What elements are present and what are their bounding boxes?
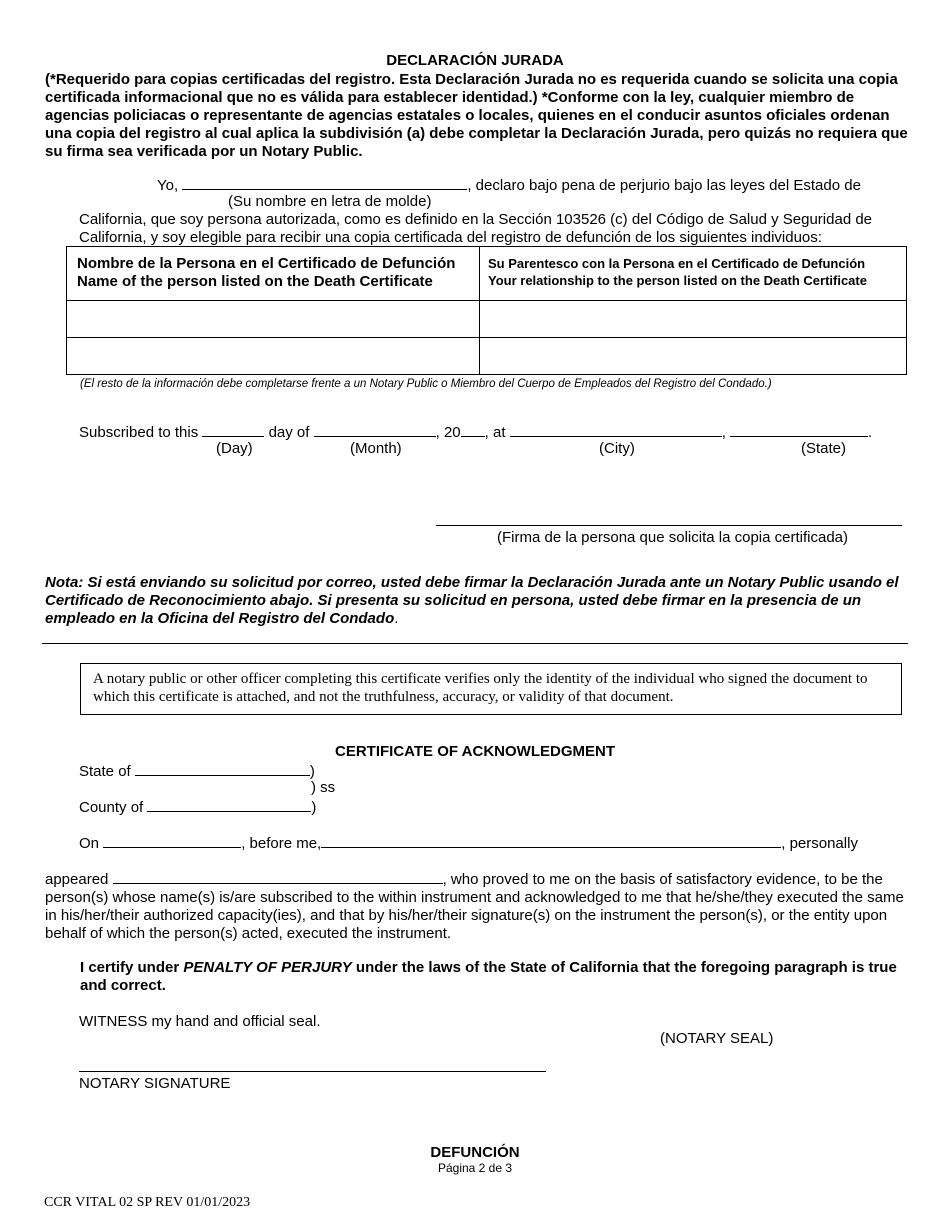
county-of-label: County of <box>79 799 144 816</box>
date-field[interactable] <box>103 833 241 848</box>
column-header-relationship-en: Your relationship to the person listed on the Death Certificate <box>488 273 867 288</box>
decedent-table <box>66 246 907 375</box>
relationship-cell-1[interactable] <box>480 301 907 338</box>
certify-post: under the laws of the State of California that the foregoing paragraph is true and correct. <box>80 959 897 994</box>
witness-text: WITNESS my hand and official seal. <box>79 1013 321 1030</box>
state-caption: (State) <box>801 440 847 457</box>
county-of-field[interactable] <box>147 797 311 812</box>
declaration-text-line1: California, que soy persona autorizada, como es definido en la Sección 103526 (c) del Código de Salud y Seguridad de <box>79 211 873 228</box>
on-line <box>79 833 858 853</box>
form-id: CCR VITAL 02 SP REV 01/01/2023 <box>44 1195 251 1210</box>
name-caption: (Su nombre en letra de molde) <box>228 193 432 210</box>
page-number: Página 2 de 3 <box>437 1161 513 1175</box>
certificate-title: CERTIFICATE OF ACKNOWLEDGMENT <box>335 743 615 760</box>
column-header-name <box>67 247 480 301</box>
acknowledgment-paragraph <box>45 869 910 943</box>
ss-text: ) ss <box>311 779 336 796</box>
column-header-relationship <box>480 247 907 301</box>
period-text: . <box>868 424 873 441</box>
on-label: On <box>79 835 100 852</box>
mail-note-text: Nota: Si está enviando su solicitud por correo, usted debe firmar la Declaración Jurada ante un Notary Public usando el Certificado de Reconocimiento abajo. Si presenta su solicitud en persona, usted debe firmar en la presencia de un empleado en la Oficina del Registro del Condado <box>45 574 899 627</box>
city-caption: (City) <box>599 440 635 457</box>
day-of-text: day of <box>268 424 310 441</box>
year-prefix-text: , 20 <box>435 424 461 441</box>
section-divider <box>42 643 908 644</box>
mail-note <box>45 574 905 628</box>
intro-paragraph: (*Requerido para copias certificadas del registro. Esta Declaración Jurada no es requerida cuando se solicita una copia certificada informacional que no es válida para establecer identidad.) *Conforme con la ley, cualquier miembro de agencias policiacas o representante de agencias estatales o locales, quienes en el conducir asuntos oficiales ordenan una copia del registro al cual aplica la subdivisión (a) debe completar la Declaración Jurada, pero quizás no requiera que su firma sea verificada por un Notary Public. <box>45 71 908 160</box>
signature-caption: (Firma de la persona que solicita la copia certificada) <box>497 529 848 546</box>
notary-signature-line[interactable] <box>79 1071 546 1072</box>
certify-statement <box>80 959 910 995</box>
state-of-field[interactable] <box>135 761 310 776</box>
relationship-cell-2[interactable] <box>480 338 907 375</box>
state-paren: ) <box>309 763 315 780</box>
certify-pre: I certify under <box>80 959 184 976</box>
city-field[interactable] <box>510 422 722 437</box>
page-title: DECLARACIÓN JURADA <box>386 52 564 69</box>
state-of-label: State of <box>79 763 131 780</box>
footer-section-title: DEFUNCIÓN <box>430 1144 520 1161</box>
notary-seal-label: (NOTARY SEAL) <box>660 1030 774 1047</box>
column-header-name-en: Name of the person listed on the Death Certificate <box>77 273 433 290</box>
printed-name-field[interactable] <box>182 175 467 190</box>
appeared-name-field[interactable] <box>113 869 443 884</box>
column-header-name-es: Nombre de la Persona en el Certificado de Defunción <box>77 255 456 272</box>
before-me-text: , before me, <box>241 835 322 852</box>
table-footnote: (El resto de la información debe completarse frente a un Notary Public o Miembro del Cuerpo de Empleados del Registro del Condado.) <box>80 378 772 390</box>
comma-text: , <box>721 424 726 441</box>
year-field[interactable] <box>461 422 485 437</box>
declaration-text-line2: California, y soy elegible para recibir una copia certificada del registro de defunción de los siguientes individuos: <box>79 229 822 246</box>
day-caption: (Day) <box>216 440 253 457</box>
notary-signature-label: NOTARY SIGNATURE <box>79 1075 231 1092</box>
county-paren: ) <box>311 799 317 816</box>
notary-notice-box: A notary public or other officer completing this certificate verifies only the identity of the individual who signed the document to which this certificate is attached, and not the truthfulness, accuracy, or validity of that document. <box>80 663 902 715</box>
personally-text: , personally <box>781 835 858 852</box>
state-of-line <box>79 761 315 781</box>
month-caption: (Month) <box>350 440 402 457</box>
state-field[interactable] <box>730 422 868 437</box>
county-of-line <box>79 797 316 817</box>
notary-name-field[interactable] <box>321 833 781 848</box>
declaration-line <box>157 175 861 195</box>
subscribed-line <box>79 422 872 442</box>
subscribed-text: Subscribed to this <box>79 424 199 441</box>
applicant-signature-line[interactable] <box>436 525 902 526</box>
mail-note-end: . <box>394 610 399 627</box>
yo-text: Yo, <box>157 177 179 194</box>
decedent-name-cell-2[interactable] <box>67 338 480 375</box>
day-field[interactable] <box>202 422 264 437</box>
column-header-relationship-es: Su Parentesco con la Persona en el Certificado de Defunción <box>488 256 866 271</box>
certify-emphasis: PENALTY OF PERJURY <box>183 959 352 976</box>
month-field[interactable] <box>314 422 436 437</box>
at-text: , at <box>484 424 506 441</box>
acknowledgment-text: , who proved to me on the basis of satisfactory evidence, to be the person(s) whose name(s) is/are subscribed to the within instrument and acknowledged to me that he/she/they executed the same in his/her/their authorized capacity(ies), and that by his/her/their signature(s) on the instrument the person(s), or the entity upon behalf of which the person(s) acted, executed the instrument. <box>45 871 904 942</box>
appeared-label: appeared <box>45 871 109 888</box>
declaro-text: , declaro bajo pena de perjurio bajo las leyes del Estado de <box>467 177 861 194</box>
decedent-name-cell-1[interactable] <box>67 301 480 338</box>
